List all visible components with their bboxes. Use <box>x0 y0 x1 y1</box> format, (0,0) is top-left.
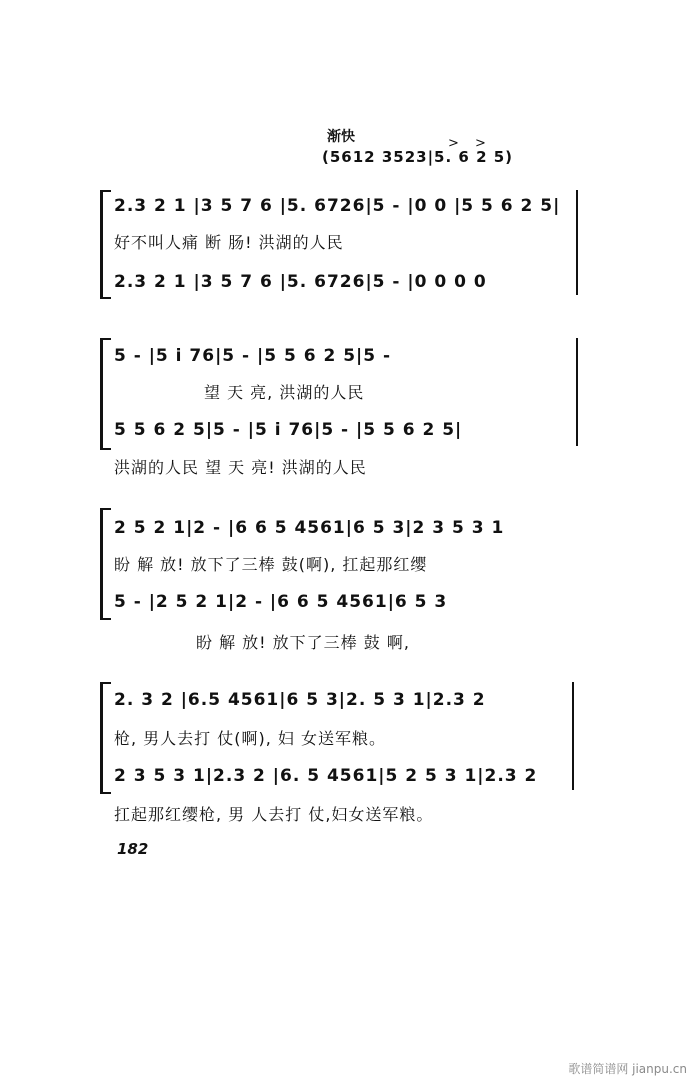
watermark: 歌谱简谱网 jianpu.cn <box>568 1062 687 1076</box>
lower-staff-lyric: 洪湖的人民 望 天 亮! 洪湖的人民 <box>114 458 367 477</box>
lower-staff-notes: 2 3 5 3 1|2.3 2 |6. 5 4561|5 2 5 3 1|2.3 2 <box>114 766 538 786</box>
upper-staff-notes: 2.3 2 1 |3 5 7 6 |5. 6726|5 - |0 0 |5 5 6 2 5| <box>114 196 561 216</box>
upper-staff-notes: 2. 3 2 |6.5 4561|6 5 3|2. 5 3 1|2.3 2 <box>114 690 486 710</box>
system-brace <box>100 508 111 620</box>
upper-staff-notes: 5 - |5 i 76|5 - |5 5 6 2 5|5 - <box>114 346 392 366</box>
upper-staff-lyric: 望 天 亮, 洪湖的人民 <box>204 383 365 402</box>
accent-marks: > > <box>448 136 492 151</box>
page-number: 182 <box>117 840 149 858</box>
end-barline <box>576 338 578 446</box>
tempo-marking: 渐快 <box>327 129 355 145</box>
intro-phrase: (5612 3523|5. 6 2 5) <box>322 148 514 166</box>
upper-staff-notes: 2 5 2 1|2 - |6 6 5 4561|6 5 3|2 3 5 3 1 <box>114 518 505 538</box>
upper-staff-lyric: 盼 解 放! 放下了三棒 鼓(啊), 扛起那红缨 <box>114 555 428 574</box>
system-brace <box>100 190 111 299</box>
lower-staff-notes: 2.3 2 1 |3 5 7 6 |5. 6726|5 - |0 0 0 0 <box>114 272 487 292</box>
lower-staff-lyric: 盼 解 放! 放下了三棒 鼓 啊, <box>196 633 410 652</box>
upper-staff-lyric: 枪, 男人去打 仗(啊), 妇 女送军粮。 <box>114 729 387 748</box>
system-brace <box>100 682 111 794</box>
system-brace <box>100 338 111 450</box>
lower-staff-notes: 5 5 6 2 5|5 - |5 i 76|5 - |5 5 6 2 5| <box>114 420 463 440</box>
end-barline <box>572 682 574 790</box>
lower-staff-notes: 5 - |2 5 2 1|2 - |6 6 5 4561|6 5 3 <box>114 592 448 612</box>
lower-staff-lyric: 扛起那红缨枪, 男 人去打 仗,妇女送军粮。 <box>114 805 434 824</box>
end-barline <box>576 190 578 295</box>
upper-staff-lyric: 好不叫人痛 断 肠! 洪湖的人民 <box>114 233 344 252</box>
